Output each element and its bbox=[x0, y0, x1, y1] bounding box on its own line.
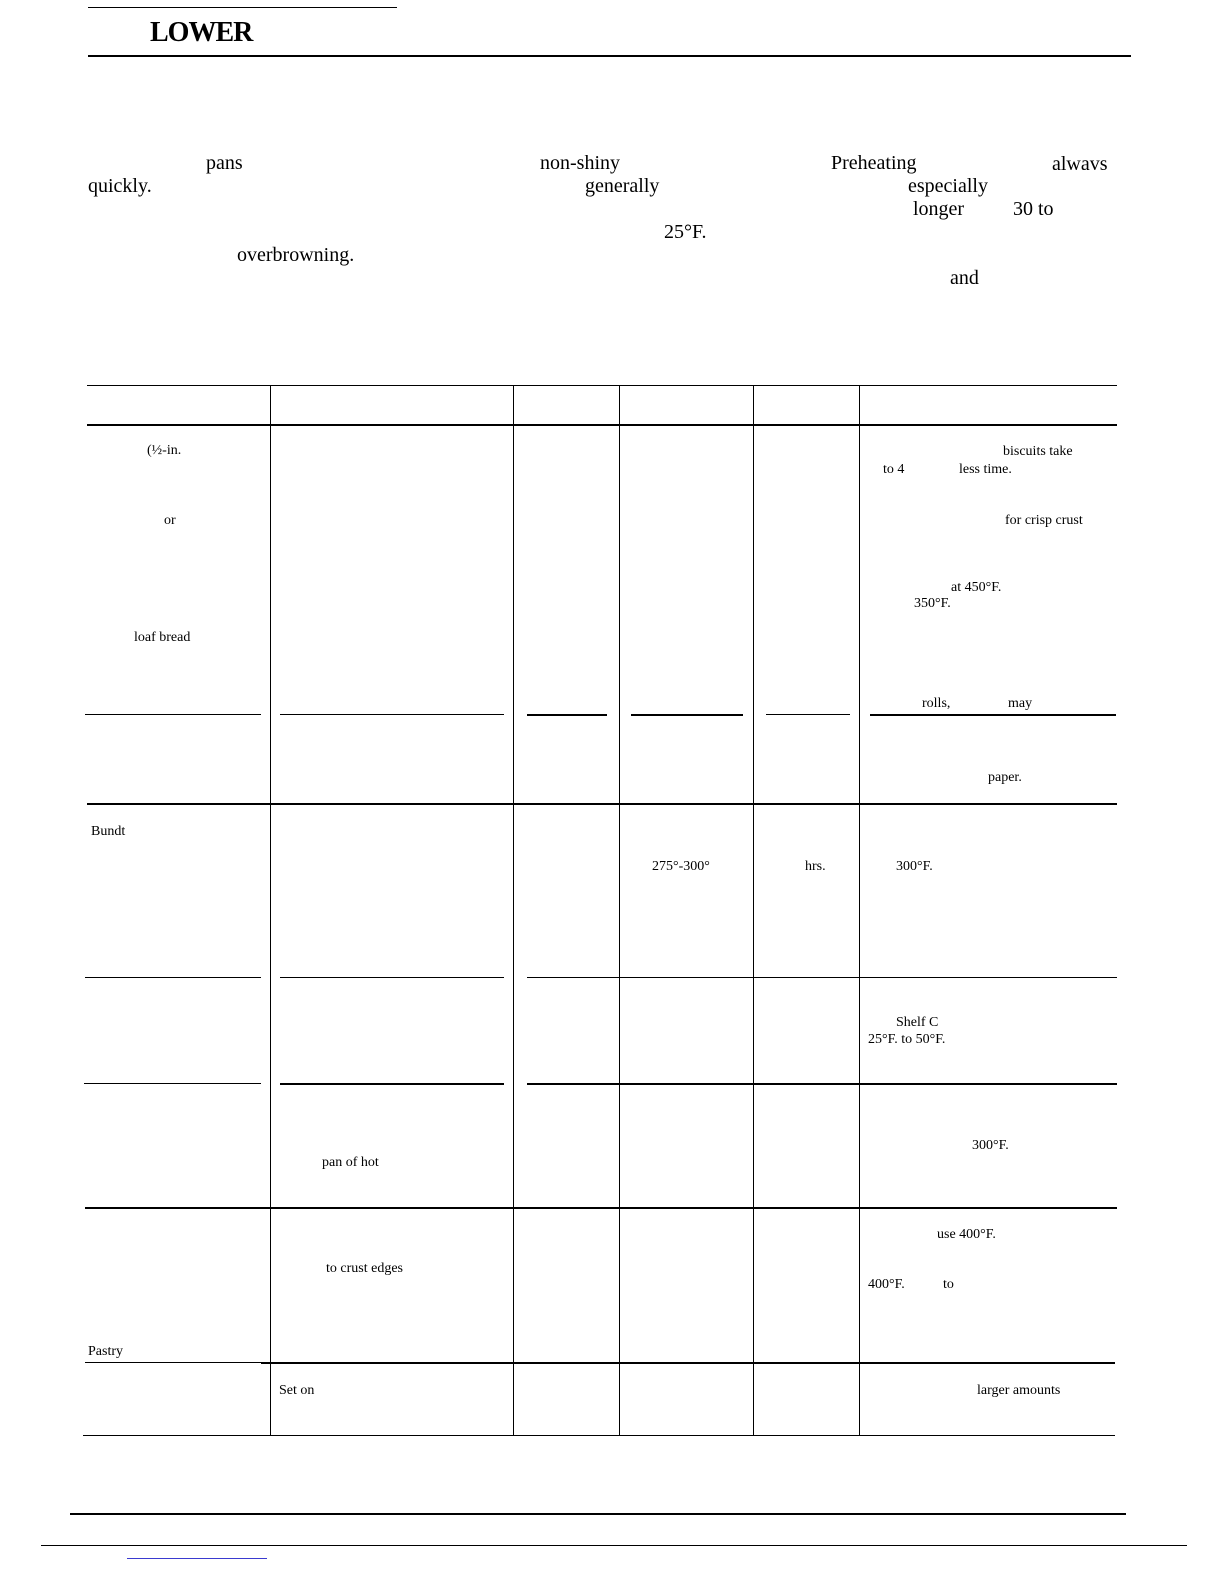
column-divider bbox=[753, 385, 754, 1436]
intro-word: alwavs bbox=[1052, 153, 1108, 175]
table-header-rule bbox=[87, 424, 1117, 426]
cell-comment: paper. bbox=[988, 770, 1022, 785]
row-rule bbox=[527, 714, 607, 716]
row-rule bbox=[280, 1083, 504, 1085]
column-divider bbox=[859, 385, 860, 1436]
row-rule bbox=[85, 1207, 1117, 1209]
row-rule bbox=[87, 803, 1117, 805]
cell-comment: 300°F. bbox=[972, 1138, 1009, 1153]
row-rule bbox=[85, 714, 261, 715]
footer-link-underline bbox=[127, 1558, 267, 1559]
page-title: LOWER bbox=[150, 17, 253, 48]
cell-comment: 25°F. to 50°F. bbox=[868, 1032, 946, 1047]
table-bottom-rule bbox=[83, 1435, 1115, 1436]
row-rule bbox=[766, 714, 850, 715]
column-divider bbox=[513, 385, 514, 1436]
cell-food: or bbox=[164, 513, 176, 528]
footer-rule bbox=[70, 1513, 1126, 1515]
intro-word: especially bbox=[908, 175, 988, 197]
cell-comment: less time. bbox=[959, 462, 1012, 477]
cell-comment: to bbox=[943, 1277, 954, 1292]
cell-comment: 300°F. bbox=[896, 859, 933, 874]
row-rule bbox=[870, 714, 1116, 716]
cell-comment: Shelf C bbox=[896, 1015, 939, 1030]
cell-comment: for crisp crust bbox=[1005, 513, 1083, 528]
header-rule bbox=[88, 55, 1131, 57]
cell-comment: rolls, bbox=[922, 696, 951, 711]
cell-comment: 400°F. bbox=[868, 1277, 905, 1292]
row-rule bbox=[527, 1083, 1117, 1085]
cell-food: loaf bread bbox=[134, 630, 191, 645]
intro-word: Preheating bbox=[831, 152, 917, 174]
row-rule bbox=[261, 1362, 1115, 1364]
cell-food: Bundt bbox=[91, 824, 126, 839]
intro-word: and bbox=[950, 267, 979, 289]
intro-word: quickly. bbox=[88, 175, 152, 197]
column-divider bbox=[619, 385, 620, 1436]
header-top-rule bbox=[88, 7, 397, 8]
intro-word: pans bbox=[206, 152, 243, 174]
row-rule bbox=[280, 714, 504, 715]
cell-food: Pastry bbox=[88, 1344, 123, 1359]
intro-word: 30 to bbox=[1013, 198, 1054, 220]
table-top-rule bbox=[87, 385, 1117, 386]
cell-comment: may bbox=[1008, 696, 1033, 711]
cell-time: hrs. bbox=[805, 859, 826, 874]
cell-container: to crust edges bbox=[326, 1261, 403, 1276]
cell-food: (½-in. bbox=[147, 443, 182, 458]
row-rule bbox=[527, 977, 1117, 978]
cell-comment: at 450°F. bbox=[951, 580, 1002, 595]
cell-comment: larger amounts bbox=[977, 1383, 1061, 1398]
cell-comment: 350°F. bbox=[914, 596, 951, 611]
row-rule bbox=[631, 714, 743, 716]
row-rule bbox=[280, 977, 504, 978]
cell-container: Set on bbox=[279, 1383, 315, 1398]
row-rule bbox=[85, 1362, 261, 1363]
cell-temperature: 275°-300° bbox=[652, 859, 710, 874]
intro-word: generally bbox=[585, 175, 660, 197]
cell-comment: biscuits take bbox=[1003, 444, 1073, 459]
intro-word: longer bbox=[913, 198, 965, 220]
cell-container: pan of hot bbox=[322, 1155, 379, 1170]
column-divider bbox=[270, 385, 271, 1436]
cell-comment: use 400°F. bbox=[937, 1227, 996, 1242]
intro-word: non-shiny bbox=[540, 152, 620, 174]
intro-word: overbrowning. bbox=[237, 244, 355, 266]
cell-comment: to 4 bbox=[883, 462, 905, 477]
row-rule bbox=[84, 1083, 261, 1084]
row-rule bbox=[85, 977, 261, 978]
footer-bottom-rule bbox=[41, 1545, 1187, 1546]
intro-word: 25°F. bbox=[664, 221, 707, 243]
